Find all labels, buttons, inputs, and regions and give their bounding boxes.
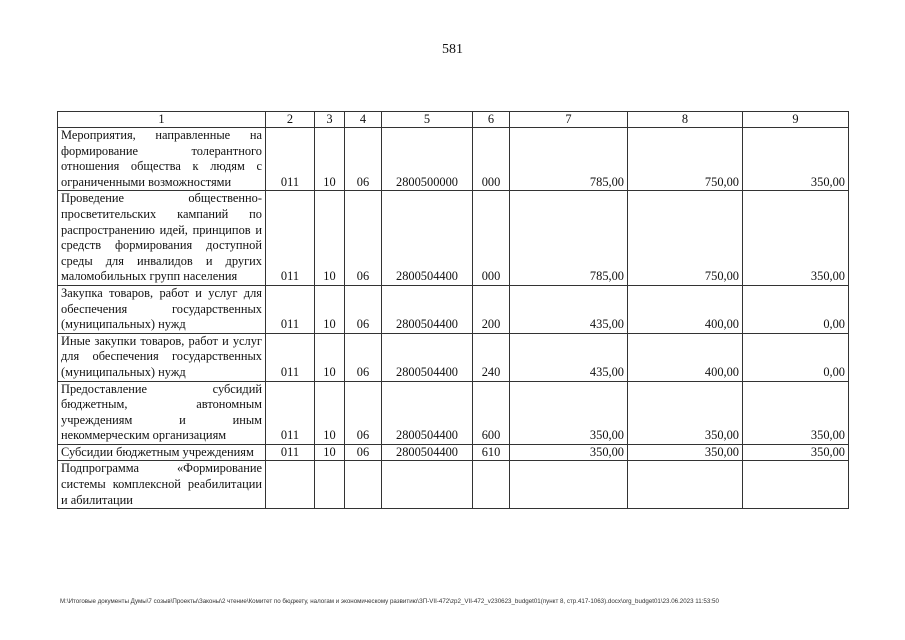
header-cell: 5 (382, 112, 473, 128)
row-expense-type: 000 (473, 128, 510, 191)
row-amount-1: 350,00 (510, 444, 628, 461)
row-code-section (315, 461, 345, 509)
row-code-subsection: 06 (345, 128, 382, 191)
row-amount-3 (743, 461, 849, 509)
row-code-ministry: 011 (266, 128, 315, 191)
row-amount-1 (510, 461, 628, 509)
header-cell: 4 (345, 112, 382, 128)
row-target-article: 2800504400 (382, 191, 473, 286)
row-code-subsection: 06 (345, 191, 382, 286)
row-target-article: 2800500000 (382, 128, 473, 191)
row-code-section: 10 (315, 128, 345, 191)
row-amount-1: 785,00 (510, 191, 628, 286)
row-amount-1: 435,00 (510, 333, 628, 381)
row-expense-type: 610 (473, 444, 510, 461)
row-name: Подпрограмма «Формирование системы комплексной реабилитации и абилитации (58, 461, 266, 509)
row-code-ministry (266, 461, 315, 509)
row-target-article: 2800504400 (382, 444, 473, 461)
row-code-section: 10 (315, 444, 345, 461)
budget-table (57, 111, 849, 509)
file-path-footer: M:\Итоговые документы Думы\7 созыв\Проекты\Законы\2 чтение\Комитет по бюджету, налогам и экономическому развитию\ЗП-VII-472\zp2_VII-472_v230623_budget01(пункт 8, стр.417-1063).docx\org_budget01\23.06.2023 11:53:50 (60, 598, 719, 605)
row-code-ministry: 011 (266, 191, 315, 286)
row-amount-2: 750,00 (628, 128, 743, 191)
row-amount-2: 350,00 (628, 444, 743, 461)
row-amount-2: 350,00 (628, 381, 743, 444)
row-name: Субсидии бюджетным учреждениям (58, 444, 266, 461)
table-row (58, 333, 849, 381)
row-expense-type (473, 461, 510, 509)
row-amount-2 (628, 461, 743, 509)
row-code-section: 10 (315, 381, 345, 444)
row-target-article: 2800504400 (382, 381, 473, 444)
table-row (58, 285, 849, 333)
row-expense-type: 000 (473, 191, 510, 286)
row-amount-3: 350,00 (743, 191, 849, 286)
row-amount-3: 350,00 (743, 444, 849, 461)
row-amount-1: 435,00 (510, 285, 628, 333)
table-row (58, 128, 849, 191)
row-amount-3: 350,00 (743, 381, 849, 444)
row-name: Проведение общественно-просветительских кампаний по распространению идей, принципов и средств формирования доступной среды для инвалидов и других маломобильных групп населения (58, 191, 266, 286)
row-name: Иные закупки товаров, работ и услуг для обеспечения государственных (муниципальных) нужд (58, 333, 266, 381)
table-row (58, 444, 849, 461)
row-amount-2: 750,00 (628, 191, 743, 286)
page-number: 581 (442, 42, 463, 57)
header-cell: 1 (58, 112, 266, 128)
row-amount-1: 785,00 (510, 128, 628, 191)
header-cell: 8 (628, 112, 743, 128)
row-expense-type: 200 (473, 285, 510, 333)
row-expense-type: 240 (473, 333, 510, 381)
row-name: Закупка товаров, работ и услуг для обеспечения государственных (муниципальных) нужд (58, 285, 266, 333)
row-amount-2: 400,00 (628, 285, 743, 333)
header-cell: 3 (315, 112, 345, 128)
row-code-ministry: 011 (266, 444, 315, 461)
row-target-article: 2800504400 (382, 285, 473, 333)
row-name: Предоставление субсидий бюджетным, автономным учреждениям и иным некоммерческим организациям (58, 381, 266, 444)
row-code-subsection: 06 (345, 333, 382, 381)
row-target-article: 2800504400 (382, 333, 473, 381)
header-cell: 2 (266, 112, 315, 128)
table-row (58, 381, 849, 444)
header-cell: 9 (743, 112, 849, 128)
row-amount-1: 350,00 (510, 381, 628, 444)
row-code-subsection (345, 461, 382, 509)
header-row (58, 112, 849, 128)
header-cell: 7 (510, 112, 628, 128)
row-code-ministry: 011 (266, 381, 315, 444)
row-code-subsection: 06 (345, 285, 382, 333)
row-code-subsection: 06 (345, 381, 382, 444)
row-code-subsection: 06 (345, 444, 382, 461)
row-code-section: 10 (315, 191, 345, 286)
header-cell: 6 (473, 112, 510, 128)
row-expense-type: 600 (473, 381, 510, 444)
row-amount-3: 350,00 (743, 128, 849, 191)
row-name: Мероприятия, направленные на формирование толерантного отношения общества к людям с ограниченными возможностями (58, 128, 266, 191)
table-row (58, 461, 849, 509)
row-code-section: 10 (315, 285, 345, 333)
row-amount-3: 0,00 (743, 333, 849, 381)
row-target-article (382, 461, 473, 509)
row-amount-2: 400,00 (628, 333, 743, 381)
row-amount-3: 0,00 (743, 285, 849, 333)
table-row (58, 191, 849, 286)
row-code-ministry: 011 (266, 285, 315, 333)
row-code-section: 10 (315, 333, 345, 381)
row-code-ministry: 011 (266, 333, 315, 381)
